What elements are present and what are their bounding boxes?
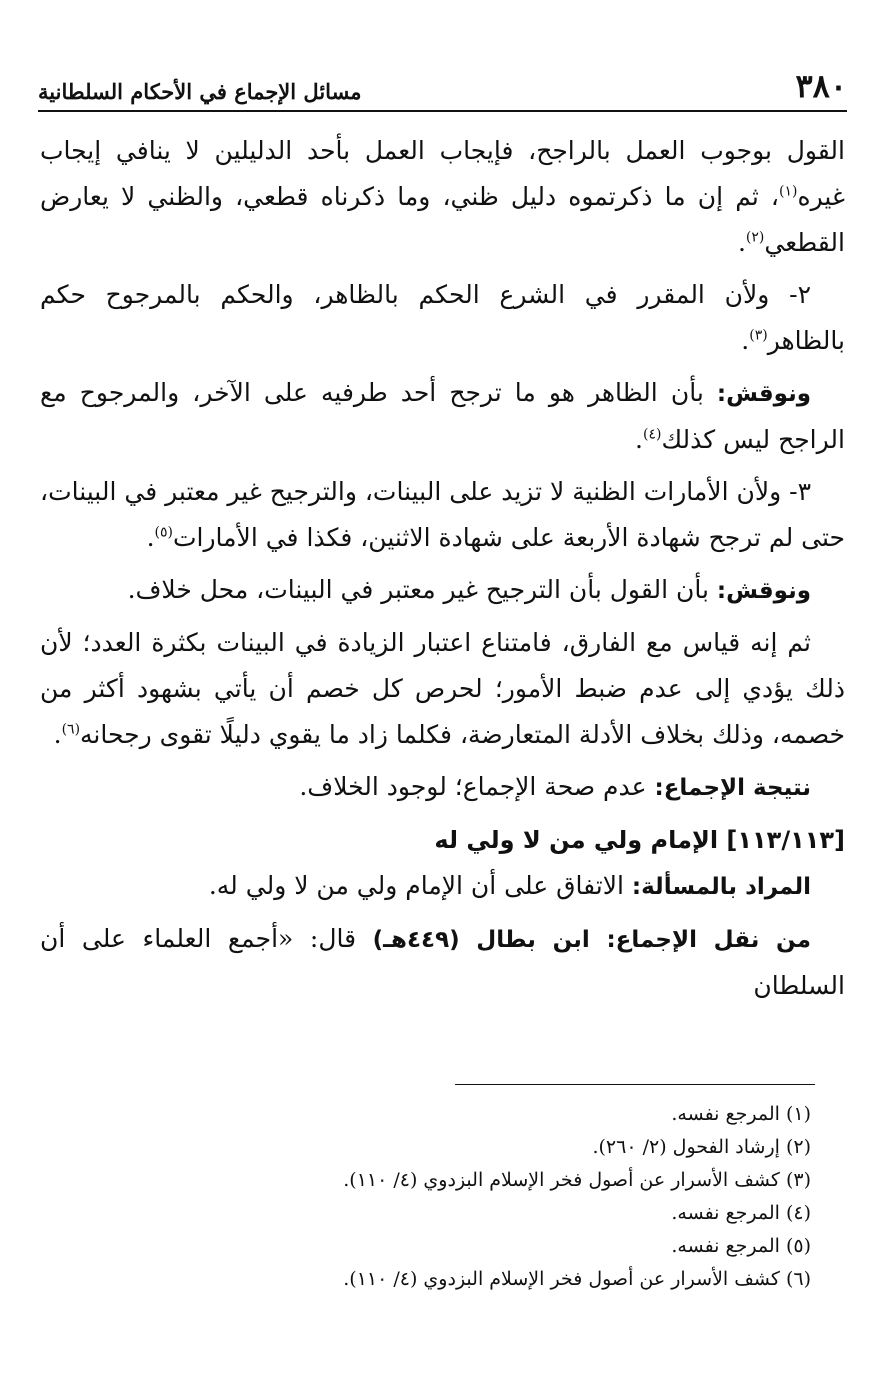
result-label: نتيجة الإجماع:	[654, 775, 811, 801]
footnotes	[40, 1098, 811, 1296]
paragraph-7: نتيجة الإجماع: عدم صحة الإجماع؛ لوجود الخلاف.	[299, 772, 811, 801]
footnote-3: (٣) كشف الأسرار عن أصول فخر الإسلام البزدوي (٤/ ١١٠).	[343, 1169, 811, 1191]
objection-label: ونوقش:	[716, 578, 811, 604]
paragraph-4: ٣- ولأن الأمارات الظنية لا تزيد على البينات، والترجيح غير معتبر في البينات، حتى لم ترجح شهادة الأربعة على شهادة الاثنين، فكذا في الأمارات$^{(٥)}$.	[40, 477, 845, 552]
main-text	[40, 128, 845, 1015]
footnote-ref-3: (٣)	[749, 327, 768, 344]
footnote-ref-2: (٢)	[745, 229, 765, 246]
paragraph-6: ثم إنه قياس مع الفارق، فامتناع اعتبار الزيادة في البينات بكثرة العدد؛ لأن ذلك يؤدي إلى عدم ضبط الأمور؛ لحرص كل خصم أن يأتي بشهود أكثر من خصمه، وذلك بخلاف الأدلة المتعارضة، فكلما زاد ما يقوي دليلًا تقوى رجحانه$^{(٦)}$.	[40, 628, 845, 749]
footnote-5: (٥) المرجع نفسه.	[671, 1235, 811, 1257]
running-title: مسائل الإجماع في الأحكام السلطانية	[38, 79, 362, 104]
page-number: ٣٨٠	[795, 67, 847, 105]
paragraph-5: ونوقش: بأن القول بأن الترجيح غير معتبر في البينات، محل خلاف.	[127, 575, 811, 604]
footnote-ref-1: (١)	[779, 183, 798, 200]
footnote-6: (٦) كشف الأسرار عن أصول فخر الإسلام البزدوي (٤/ ١١٠).	[343, 1268, 811, 1290]
objection-label: ونوقش:	[716, 381, 811, 407]
meaning-label: المراد بالمسألة:	[631, 874, 811, 900]
footnote-ref-6: (٦)	[61, 721, 81, 738]
meaning-paragraph: المراد بالمسألة: الاتفاق على أن الإمام ولي من لا ولي له.	[208, 871, 811, 900]
page-header	[38, 62, 847, 112]
transmission-label: من نقل الإجماع: ابن بطال (٤٤٩هـ)	[372, 927, 811, 953]
footnote-2: (٢) إرشاد الفحول (٢/ ٢٦٠).	[592, 1136, 811, 1158]
paragraph-2: ٢- ولأن المقرر في الشرع الحكم بالظاهر، والحكم بالمرجوح حكم بالظاهر$^{(٣)}$.	[40, 280, 845, 355]
footnote-1: (١) المرجع نفسه.	[671, 1103, 811, 1125]
footnote-ref-4: (٤)	[642, 426, 662, 443]
section-heading: [١١٣/١١٣] الإمام ولي من لا ولي له	[434, 826, 845, 854]
paragraph-1: القول بوجوب العمل بالراجح، فإيجاب العمل بأحد الدليلين لا ينافي إيجاب غيره$^{(١)}$، ثم إن ما ذكرتموه دليل ظني، وما ذكرناه قطعي، والظني لا يعارض القطعي$^{(٢)}$.	[40, 136, 845, 257]
footnote-ref-5: (٥)	[154, 524, 173, 541]
footnote-4: (٤) المرجع نفسه.	[671, 1202, 811, 1224]
paragraph-3: ونوقش: بأن الظاهر هو ما ترجح أحد طرفيه على الآخر، والمرجوح مع الراجح ليس كذلك$^{(٤)}$.	[40, 378, 845, 454]
transmission-paragraph: من نقل الإجماع: ابن بطال (٤٤٩هـ) قال: «أجمع العلماء على أن السلطان	[40, 924, 845, 1000]
footnote-divider	[455, 1084, 815, 1085]
